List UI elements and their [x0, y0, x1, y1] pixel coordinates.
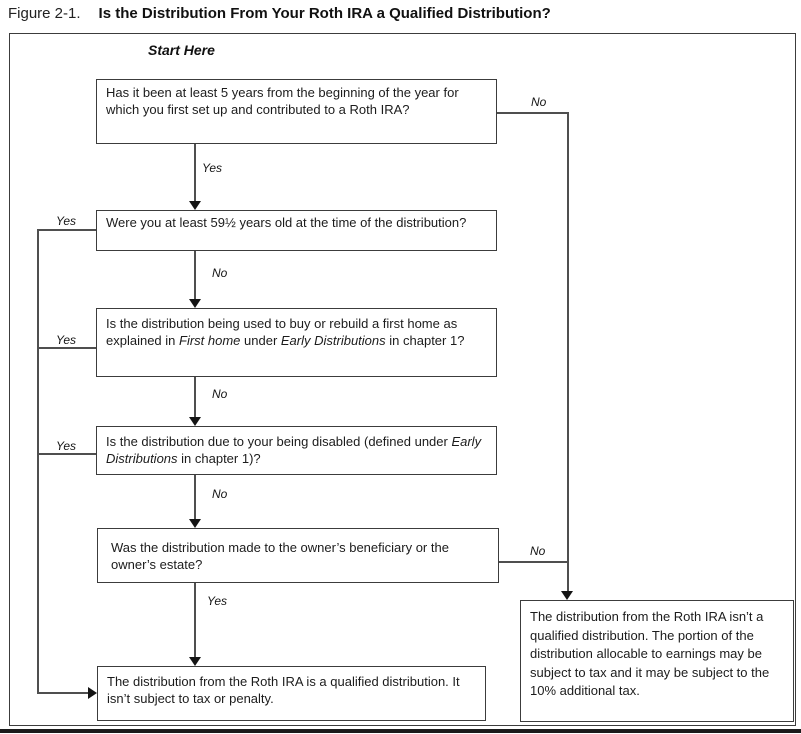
arrowhead-into-qualified-box-left: [88, 687, 97, 699]
connector-yes-rail-to-qualified: [37, 692, 89, 694]
connector-q4-no-line: [194, 475, 196, 520]
label-q5-yes: Yes: [207, 594, 228, 608]
connector-q5-no-line: [499, 561, 568, 563]
question-box-first-home: Is the distribution being used to buy or rebuild a first home as explained in First home under Early Distributions in chapter 1?: [96, 308, 497, 377]
label-q4-yes: Yes: [56, 439, 77, 453]
label-q3-no: No: [212, 387, 228, 401]
question-box-5-year-rule: Has it been at least 5 years from the beginning of the year for which you first set up and contributed to a Roth IRA?: [96, 79, 497, 144]
bottom-rule: [0, 729, 801, 733]
arrowhead-into-qualified-box: [189, 657, 201, 666]
label-q2-no: No: [212, 266, 228, 280]
connector-q3-yes-line: [37, 347, 96, 349]
question-box-disabled: Is the distribution due to your being disabled (defined under Early Distributions in chapter 1)?: [96, 426, 497, 475]
label-q1-no: No: [531, 95, 547, 109]
figure-number-label: Figure 2-1.: [8, 5, 81, 22]
connector-q2-no-line: [194, 251, 196, 300]
question-box-age-59-half: Were you at least 59½ years old at the time of the distribution?: [96, 210, 497, 251]
arrowhead-into-not-qualified-box: [561, 591, 573, 600]
connector-q3-no-line: [194, 377, 196, 418]
connector-q1-yes-line: [194, 144, 196, 202]
result-box-not-qualified: The distribution from the Roth IRA isn’t a qualified distribution. The portion of the distribution allocable to earnings may be subject to tax and it may be subject to the 10% additional tax.: [520, 600, 794, 722]
label-q3-yes: Yes: [56, 333, 77, 347]
arrowhead-into-q4: [189, 417, 201, 426]
connector-q2-yes-line: [37, 229, 96, 231]
connector-q5-yes-line: [194, 583, 196, 658]
arrowhead-into-q2: [189, 201, 201, 210]
figure-title: [8, 5, 551, 22]
start-here-label: Start Here: [148, 42, 215, 58]
arrowhead-into-q5: [189, 519, 201, 528]
figure-heading: Is the Distribution From Your Roth IRA a Qualified Distribution?: [98, 5, 551, 22]
label-q1-yes: Yes: [202, 161, 223, 175]
question-box-beneficiary: [97, 528, 499, 583]
connector-q1-no-line: [497, 112, 568, 114]
label-q2-yes: Yes: [56, 214, 77, 228]
result-box-qualified: The distribution from the Roth IRA is a qualified distribution. It isn’t subject to tax or penalty.: [97, 666, 486, 721]
label-q4-no: No: [212, 487, 228, 501]
connector-q4-yes-line: [37, 453, 96, 455]
connector-left-yes-rail: [37, 229, 39, 693]
question-box-beneficiary-text: Was the distribution made to the owner’s beneficiary or the owner’s estate?: [111, 539, 449, 572]
connector-right-no-rail: [567, 112, 569, 592]
arrowhead-into-q3: [189, 299, 201, 308]
label-q5-no: No: [530, 544, 546, 558]
